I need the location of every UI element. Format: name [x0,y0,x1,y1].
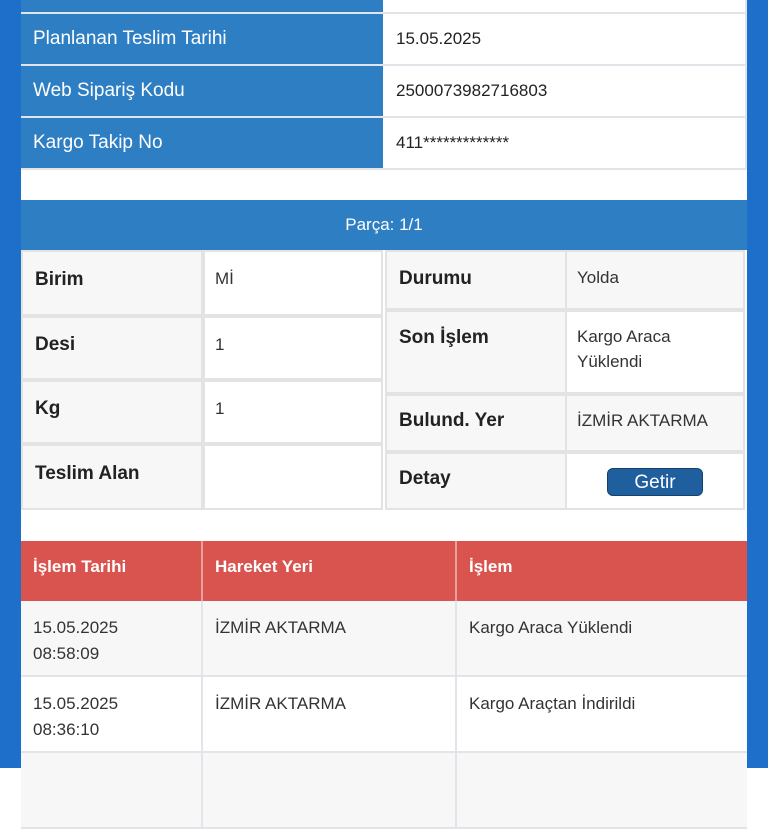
row-time: 08:36:10 [33,720,100,739]
cell-label [21,380,203,444]
row-divider [455,753,457,829]
bulund-yer-value: İZMİR AKTARMA [577,411,708,430]
info-label [21,0,383,12]
info-value: 15.05.2025 [385,14,747,64]
cell-label [385,310,567,394]
row-datetime [21,615,201,667]
shipment-detail-page [21,0,747,768]
bulund-yer-label: Bulund. Yer [399,410,505,431]
row-time: 08:58:09 [33,644,100,663]
info-label: Planlanan Teslim Tarihi [21,14,383,64]
row-date: 15.05.2025 [33,694,119,713]
right-edge-strip [747,0,768,768]
son-islem-value: Kargo Araca Yüklendi [577,327,671,371]
durumu-value: Yolda [577,268,619,287]
header-hareket-yeri: Hareket Yeri [215,557,313,576]
cell-label [385,452,567,510]
info-row-partial [21,0,747,14]
info-row-web-order-code [21,66,747,118]
table-row [21,753,747,829]
row-divider [201,753,203,829]
cell-label [385,250,567,310]
getir-button[interactable]: Getir [607,468,703,496]
header-islem: İşlem [469,557,513,576]
cell-value [203,444,383,510]
parca-header: Parça: 1/1 [21,200,747,250]
table-row [21,677,747,753]
table-row [21,601,747,677]
cell-label [21,250,203,316]
birim-value: Mİ [215,269,234,288]
cell-label [385,394,567,452]
cell-value [203,316,383,380]
row-action: Kargo Araca Yüklendi [469,618,633,637]
cell-label [21,444,203,510]
shipment-info-table [21,0,747,170]
row-date: 15.05.2025 [33,618,119,637]
cell-value [203,250,383,316]
detay-label: Detay [399,468,451,489]
row-place: İZMİR AKTARMA [215,618,346,637]
movements-header-row [21,541,747,601]
info-label: Web Sipariş Kodu [21,66,383,116]
son-islem-label: Son İşlem [399,327,489,348]
cell-value [565,310,745,394]
birim-label: Birim [35,269,84,290]
row-action: Kargo Araçtan İndirildi [469,694,636,713]
info-label: Kargo Takip No [21,118,383,168]
info-row-tracking-no [21,118,747,170]
row-place: İZMİR AKTARMA [215,694,346,713]
info-value: 411************* [385,118,747,168]
teslim-alan-label: Teslim Alan [35,463,140,484]
cell-value [565,394,745,452]
left-edge-strip [0,0,21,768]
desi-value: 1 [215,335,225,354]
durumu-label: Durumu [399,268,472,289]
kg-value: 1 [215,399,225,418]
desi-label: Desi [35,334,76,355]
cell-value [565,250,745,310]
info-value [385,0,747,12]
cell-label [21,316,203,380]
cell-value [203,380,383,444]
header-islem-tarihi: İşlem Tarihi [33,557,127,576]
cell-value [565,452,745,510]
movements-table [21,541,747,829]
kg-label: Kg [35,398,61,419]
info-row-planned-date [21,14,747,66]
info-value: 2500073982716803 [385,66,747,116]
row-datetime [21,691,201,743]
